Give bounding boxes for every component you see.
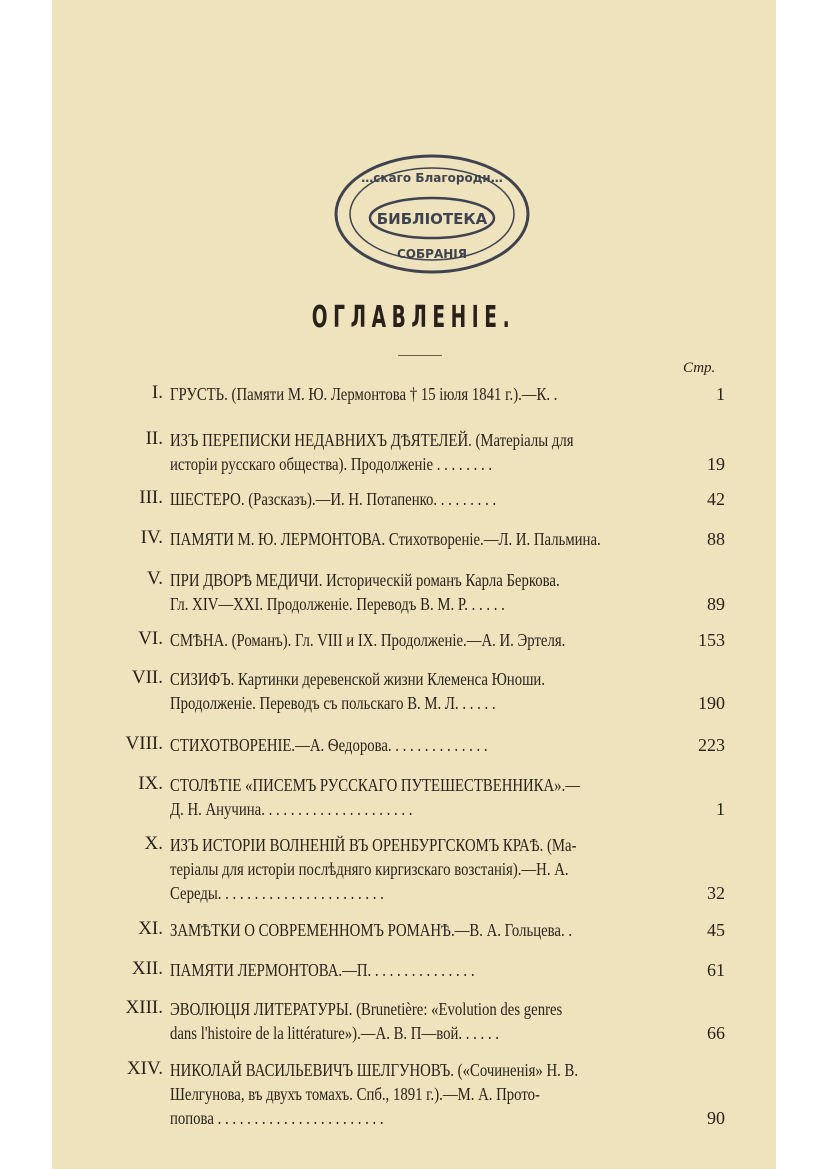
library-stamp [330,152,534,282]
toc-entry-text [170,958,670,982]
toc-entry-line: СМѢНА. (Романъ). Гл. VIII и IX. Продолженiе.—А. И. Эртеля. [170,630,566,650]
toc-entry-number: I. [151,382,163,403]
toc-entry-line: Середы. . . . . . . . . . . . . . . . . . . . . . . [170,883,384,903]
toc-entry-text [170,1058,670,1130]
toc-entry-number: II. [145,428,163,449]
toc-entry-number: VI. [138,628,163,649]
toc-entry-line: ПАМЯТИ М. Ю. ЛЕРМОНТОВА. Стихотворенiе.—Л. И. Пальмина. [170,529,601,549]
toc-entry-page: 32 [707,883,725,903]
toc-entry-line: исторiи русскаго общества). Продолженiе . . . . . . . . [170,454,493,474]
toc-entry-text [170,527,670,551]
toc-entry-text [170,428,670,476]
toc-entry-text [170,628,670,652]
toc-entry-text [170,833,670,905]
toc-entry-page: 90 [707,1108,725,1128]
toc-entry-line: попова . . . . . . . . . . . . . . . . . . . . . . . [170,1108,384,1128]
toc-entry-line: терiалы для исторiи послѣдняго киргизскаго возстанiя).—Н. А. [170,859,569,879]
toc-entry-line: ПАМЯТИ ЛЕРМОНТОВА.—П. . . . . . . . . . . . . . . [170,960,475,980]
toc-entry-page: 66 [707,1023,725,1043]
toc-entry-page: 89 [707,594,725,614]
stamp-top-text: …скаго Благородн… [361,171,503,185]
toc-entry-line: СИЗИФЪ. Картинки деревенской жизни Клеменса Юноши. [170,669,546,689]
toc-entry-line: ГРУСТЬ. (Памяти М. Ю. Лермонтова † 15 iюля 1841 г.).—К. . [170,384,558,404]
toc-entry-line: СТИХОТВОРЕНIЕ.—А. Ѳедорова. . . . . . . . . . . . . . [170,735,488,755]
toc-entry-line: dans l'histoire de la littérature»).—А. В. П—вой. . . . . . [170,1023,499,1043]
toc-entry-line: ЗАМѢТКИ О СОВРЕМЕННОМЪ РОМАНѢ.—В. А. Гольцева. . [170,920,573,940]
page-column-header: Стр. [683,360,716,376]
toc-entry-page: 1 [716,384,725,404]
toc-entry-number: VIII. [125,733,163,754]
toc-entry-text [170,997,670,1045]
toc-entry-text [170,918,670,942]
toc-entry-number: IX. [138,773,163,794]
toc-entry-line: НИКОЛАЙ ВАСИЛЬЕВИЧЪ ШЕЛГУНОВЪ. («Сочиненiя» Н. В. [170,1060,579,1080]
toc-entry-text [170,487,670,511]
toc-entry-number: III. [139,487,163,508]
toc-entry-number: V. [146,568,163,589]
stamp-center-text: БИБЛIОТЕКА [376,210,488,228]
toc-entry-number: X. [144,833,163,854]
toc-entry-text [170,382,670,406]
toc-entry-page: 1 [716,799,725,819]
toc-entry-text [170,773,670,821]
toc-entry-line: СТОЛѢТIЕ «ПИСЕМЪ РУССКАГО ПУТЕШЕСТВЕННИКА».— [170,775,581,795]
toc-entry-number: VII. [131,667,163,688]
title-divider [398,355,442,356]
toc-entry-page: 223 [698,735,725,755]
stamp-bottom-text: СОБРАНIЯ [397,247,467,261]
toc-entry-number: XIII. [125,997,163,1018]
toc-entry-page: 153 [698,630,725,650]
toc-entry-line: ИЗЪ ИСТОРIИ ВОЛНЕНIЙ ВЪ ОРЕНБУРГСКОМЪ КРАѢ. (Ма- [170,835,577,855]
toc-entry-number: XI. [138,918,163,939]
toc-entry-line: ИЗЪ ПЕРЕПИСКИ НЕДАВНИХЪ ДѢЯТЕЛЕЙ. (Матерiалы для [170,430,574,450]
page-title: ОГЛАВЛЕНIЕ. [311,300,516,335]
toc-entry-line: Гл. XIV—XXI. Продолженiе. Переводъ В. М. Р. . . . . . [170,594,505,614]
toc-entry-page: 88 [707,529,725,549]
toc-entry-line: ШЕСТЕРО. (Разсказъ).—И. Н. Потапенко. . . . . . . . . [170,489,497,509]
toc-entry-text [170,568,670,616]
toc-entry-page: 42 [707,489,725,509]
toc-entry-page: 45 [707,920,725,940]
toc-entry-text [170,733,670,757]
toc-entry-number: IV. [140,527,163,548]
toc-entry-number: XII. [131,958,163,979]
toc-entry-line: ЭВОЛЮЦIЯ ЛИТЕРАТУРЫ. (Brunetière: «Evolution des genres [170,999,563,1019]
toc-entry-line: Продолженiе. Переводъ съ польскаго В. М. Л. . . . . . [170,693,496,713]
toc-entry-line: Д. Н. Анучина. . . . . . . . . . . . . . . . . . . . . [170,799,413,819]
toc-entry-text [170,667,670,715]
toc-entry-page: 61 [707,960,725,980]
toc-entry-number: XIV. [126,1058,163,1079]
toc-entry-line: Шелгунова, въ двухъ томахъ. Спб., 1891 г.).—М. А. Прото- [170,1084,540,1104]
toc-entry-page: 19 [707,454,725,474]
toc-entry-line: ПРИ ДВОРѢ МЕДИЧИ. Историческiй романъ Карла Беркова. [170,570,560,590]
toc-entry-page: 190 [698,693,725,713]
